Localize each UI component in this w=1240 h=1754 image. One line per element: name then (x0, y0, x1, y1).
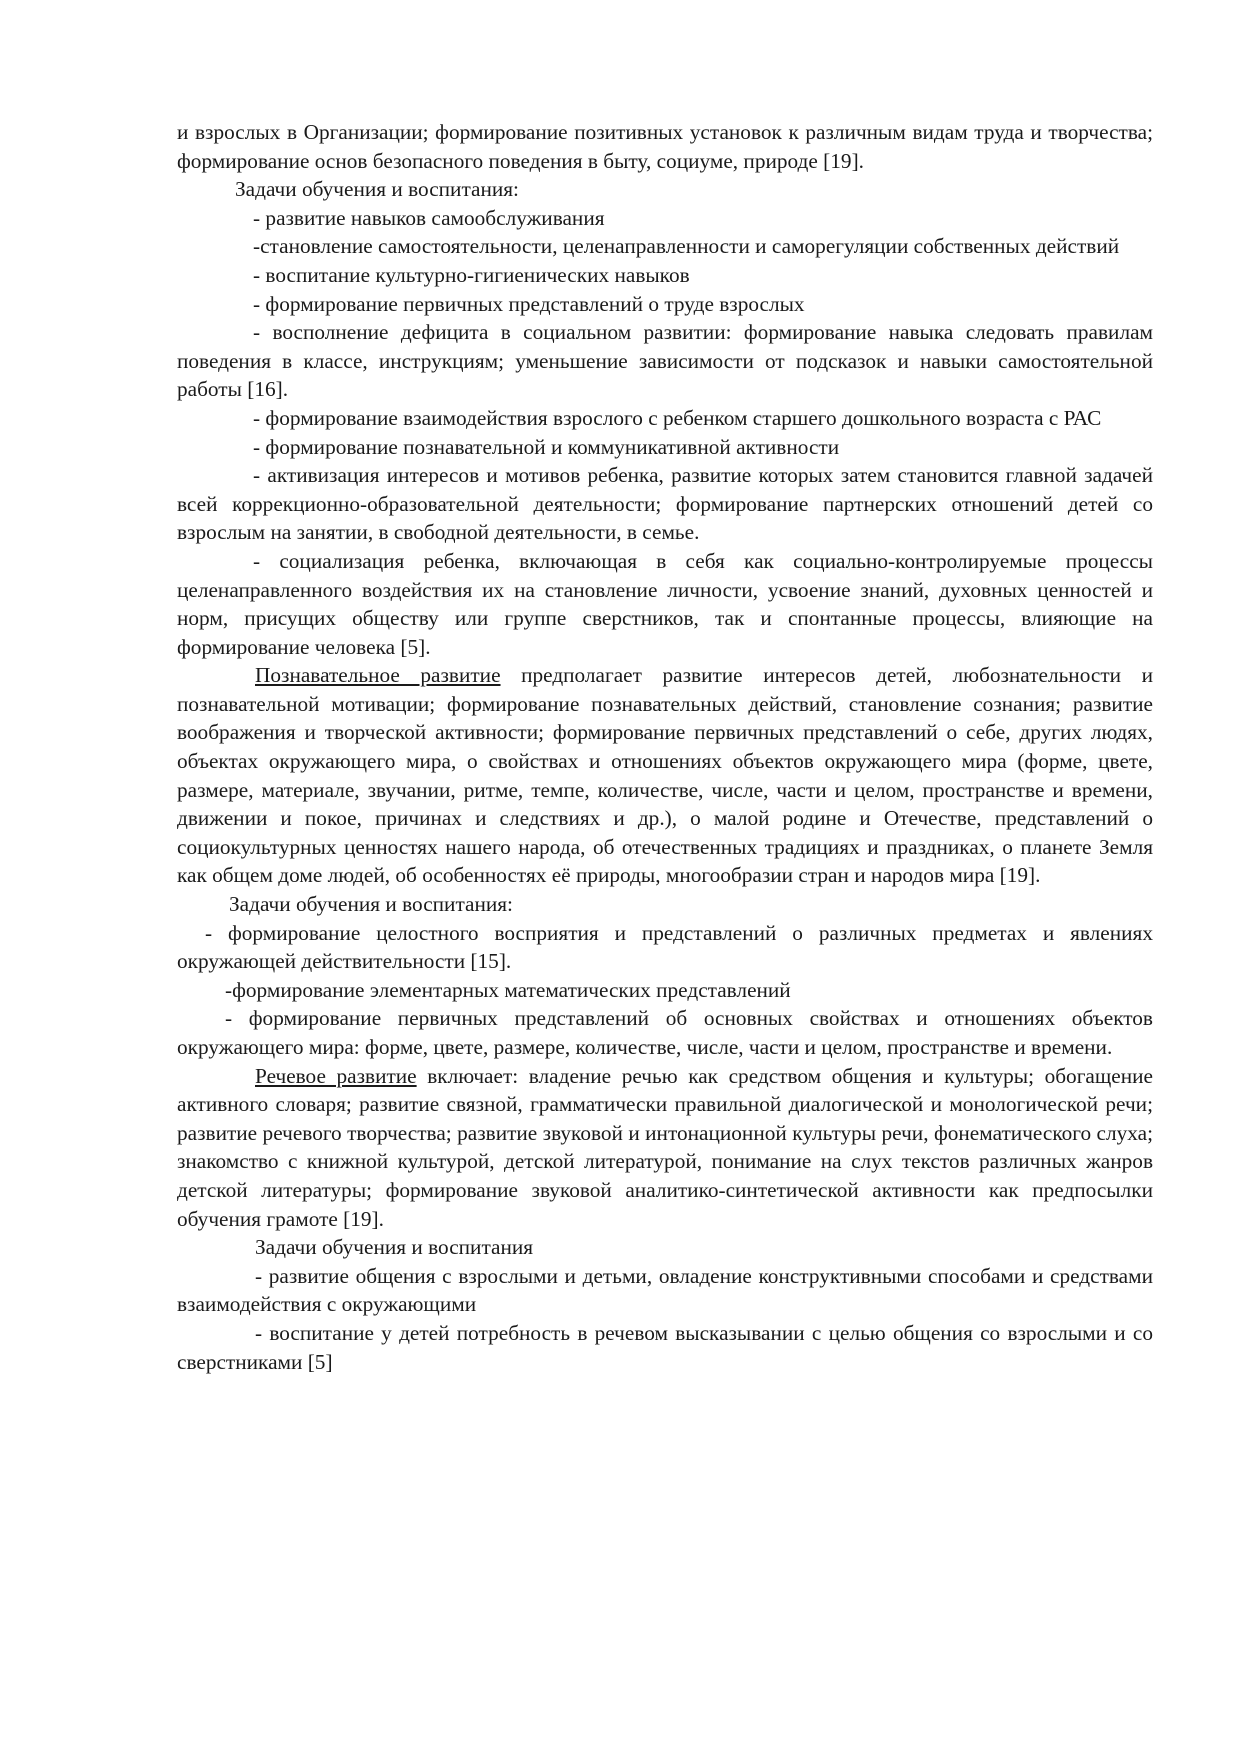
paragraph-social-intro: и взрослых в Организации; формирование позитивных установок к различным видам труда и творчества; формирование основ безопасного поведения в быту, социуме, природе [19]. (177, 120, 1153, 173)
speech-heading: Речевое развитие (255, 1063, 417, 1088)
tasks-heading-social: Задачи обучения и воспитания: (235, 177, 519, 202)
task-item: - развитие общения с взрослыми и детьми, овладение конструктивными способами и средствами взаимодействия с окружающими (177, 1263, 1153, 1317)
task-item: - формирование первичных представлений о труде взрослых (253, 291, 805, 316)
task-item: - формирование первичных представлений об основных свойствах и отношениях объектов окружающего мира: форме, цвете, размере, количестве, числе, части и целом, пространстве и времени. (177, 1006, 1153, 1059)
task-item: -формирование элементарных математических представлений (225, 977, 791, 1002)
task-item: - развитие навыков самообслуживания (253, 205, 605, 230)
document-page (177, 118, 1153, 1376)
task-item: - воспитание культурно-гигиенических навыков (253, 262, 690, 287)
task-item: - воспитание у детей потребность в речевом высказывании с целью общения со взрослыми и со сверстниками [5] (177, 1320, 1153, 1374)
paragraph-speech (177, 1062, 1153, 1234)
task-item: -становление самостоятельности, целенаправленности и саморегуляции собственных действий (253, 234, 1120, 259)
cognitive-heading: Познавательное развитие (255, 663, 501, 688)
task-item: - активизация интересов и мотивов ребенка, развитие которых затем становится главной задачей всей коррекционно-образовательной деятельности; формирование партнерских отношений детей со взрослым на занятии, в свободной деятельности, в семье. (177, 463, 1153, 545)
tasks-heading-cognitive: Задачи обучения и воспитания: (229, 892, 513, 917)
paragraph-cognitive (177, 661, 1153, 890)
task-item: - восполнение дефицита в социальном развитии: формирование навыка следовать правилам поведения в классе, инструкциям; уменьшение зависимости от подсказок и навыки самостоятельной работы [16]. (177, 320, 1153, 402)
task-item: - формирование целостного восприятия и представлений о различных предметах и явлениях окружающей действительности [15]. (177, 920, 1153, 974)
speech-text: включает: владение речью как средством общения и культуры; обогащение активного словаря; развитие связной, грамматически правильной диалогической и монологической речи; развитие речевого творчества; развитие звуковой и интонационной культуры речи, фонематического слуха; знакомство с книжной культурой, детской литературой, понимание на слух текстов различных жанров детской литературы; формирование звуковой аналитико-синтетической активности как предпосылки обучения грамоте [19]. (177, 1063, 1153, 1231)
tasks-heading-speech: Задачи обучения и воспитания (255, 1235, 534, 1260)
task-item: - формирование познавательной и коммуникативной активности (253, 434, 840, 459)
task-item: - социализация ребенка, включающая в себя как социально-контролируемые процессы целенаправленного воздействия их на становление личности, усвоение знаний, духовных ценностей и норм, присущих обществу или группе сверстников, так и спонтанные процессы, влияющие на формирование человека [5]. (177, 548, 1153, 659)
cognitive-text: предполагает развитие интересов детей, любознательности и познавательной мотивации; формирование познавательных действий, становление сознания; развитие воображения и творческой активности; формирование первичных представлений о себе, других людях, объектах окружающего мира, о свойствах и отношениях объектов окружающего мира (форме, цвете, размере, материале, звучании, ритме, темпе, количестве, числе, части и целом, пространстве и времени, движении и покое, причинах и следствиях и др.), о малой родине и Отечестве, представлений о социокультурных ценностях нашего народа, об отечественных традициях и праздниках, о планете Земля как общем доме людей, об особенностях её природы, многообразии стран и народов мира [19]. (177, 663, 1153, 888)
task-item: - формирование взаимодействия взрослого с ребенком старшего дошкольного возраста с РАС (253, 405, 1102, 430)
